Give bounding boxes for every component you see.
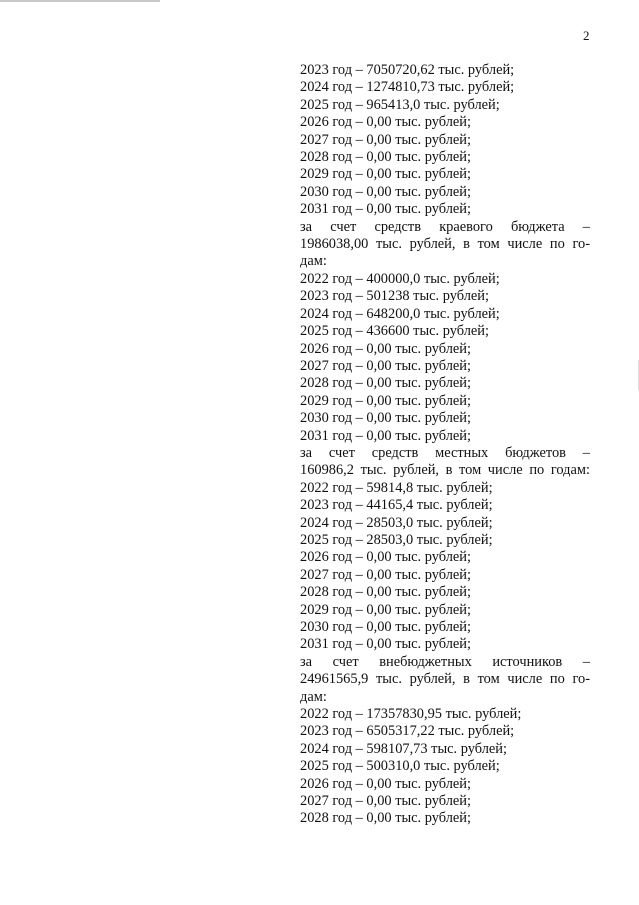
text-line: 2022 год – 17357830,95 тыс. рублей; (300, 706, 522, 723)
text-line: 2030 год – 0,00 тыс. рублей; (300, 619, 471, 635)
text-line: 2028 год – 0,00 тыс. рублей; (300, 375, 471, 392)
text-line: 2028 год – 0,00 тыс. рублей; (300, 584, 471, 601)
text-line: 160986,2 тыс. рублей, в том числе по годам: (300, 462, 590, 479)
section-heading-line: за счет внебюджетных источников – (300, 653, 590, 670)
text-line: 2023 год – 501238 тыс. рублей; (300, 288, 489, 305)
text-line: 2022 год – 400000,0 тыс. рублей; (300, 270, 500, 287)
text-line: 2025 год – 28503,0 тыс. рублей; (300, 531, 493, 548)
text-line: 2026 год – 0,00 тыс. рублей; (300, 340, 471, 357)
text-line: 2028 год – 0,00 тыс. рублей; (300, 810, 471, 827)
text-line: 2022 год – 59814,8 тыс. рублей; (300, 479, 493, 496)
text-line: 2027 год – 0,00 тыс. рублей; (300, 793, 471, 810)
text-line: 1986038,00 тыс. рублей, в том числе по го- (300, 236, 590, 253)
text-line: 2031 год – 0,00 тыс. рублей; (300, 427, 471, 444)
text-line: дам: (300, 253, 327, 270)
text-line: 2024 год – 1274810,73 тыс. рублей; (300, 79, 515, 96)
text-line: 2026 год – 0,00 тыс. рублей; (300, 775, 471, 792)
text-line: 2031 год – 0,00 тыс. рублей; (300, 201, 471, 218)
text-line: 2031 год – 0,00 тыс. рублей; (300, 636, 471, 653)
text-line: 2023 год – 44165,4 тыс. рублей; (300, 497, 493, 514)
text-line: 2027 год – 0,00 тыс. рублей; (300, 131, 471, 148)
scan-edge-mark (0, 0, 160, 2)
text-line: 2024 год – 28503,0 тыс. рублей; (300, 514, 493, 531)
text-line: 2026 год – 0,00 тыс. рублей; (300, 114, 471, 131)
text-line: 2027 год – 0,00 тыс. рублей; (300, 566, 471, 583)
section-heading-line: за счет средств краевого бюджета – (300, 218, 590, 235)
text-line: 2028 год – 0,00 тыс. рублей; (300, 149, 471, 166)
text-line: 2030 год – 0,00 тыс. рублей; (300, 410, 471, 427)
text-line: 2029 год – 0,00 тыс. рублей; (300, 601, 471, 618)
page-number: 2 (583, 28, 590, 43)
text-line: 2025 год – 436600 тыс. рублей; (300, 323, 489, 340)
text-line: 2030 год – 0,00 тыс. рублей; (300, 183, 471, 200)
text-line: 2023 год – 7050720,62 тыс. рублей; (300, 62, 515, 78)
text-line: 2027 год – 0,00 тыс. рублей; (300, 357, 471, 374)
text-line: 2025 год – 965413,0 тыс. рублей; (300, 96, 500, 113)
text-line: 2024 год – 648200,0 тыс. рублей; (300, 305, 500, 322)
text-line: 2029 год – 0,00 тыс. рублей; (300, 392, 471, 409)
text-line: дам: (300, 688, 327, 705)
text-line: 2023 год – 6505317,22 тыс. рублей; (300, 723, 515, 740)
text-line: 2026 год – 0,00 тыс. рублей; (300, 549, 471, 566)
text-line: 2025 год – 500310,0 тыс. рублей; (300, 758, 500, 775)
text-line: 2024 год – 598107,73 тыс. рублей; (300, 740, 507, 757)
text-line: 24961565,9 тыс. рублей, в том числе по го- (300, 671, 590, 688)
text-line: 2029 год – 0,00 тыс. рублей; (300, 166, 471, 183)
section-heading-line: за счет средств местных бюджетов – (300, 444, 590, 461)
document-body (300, 62, 590, 828)
